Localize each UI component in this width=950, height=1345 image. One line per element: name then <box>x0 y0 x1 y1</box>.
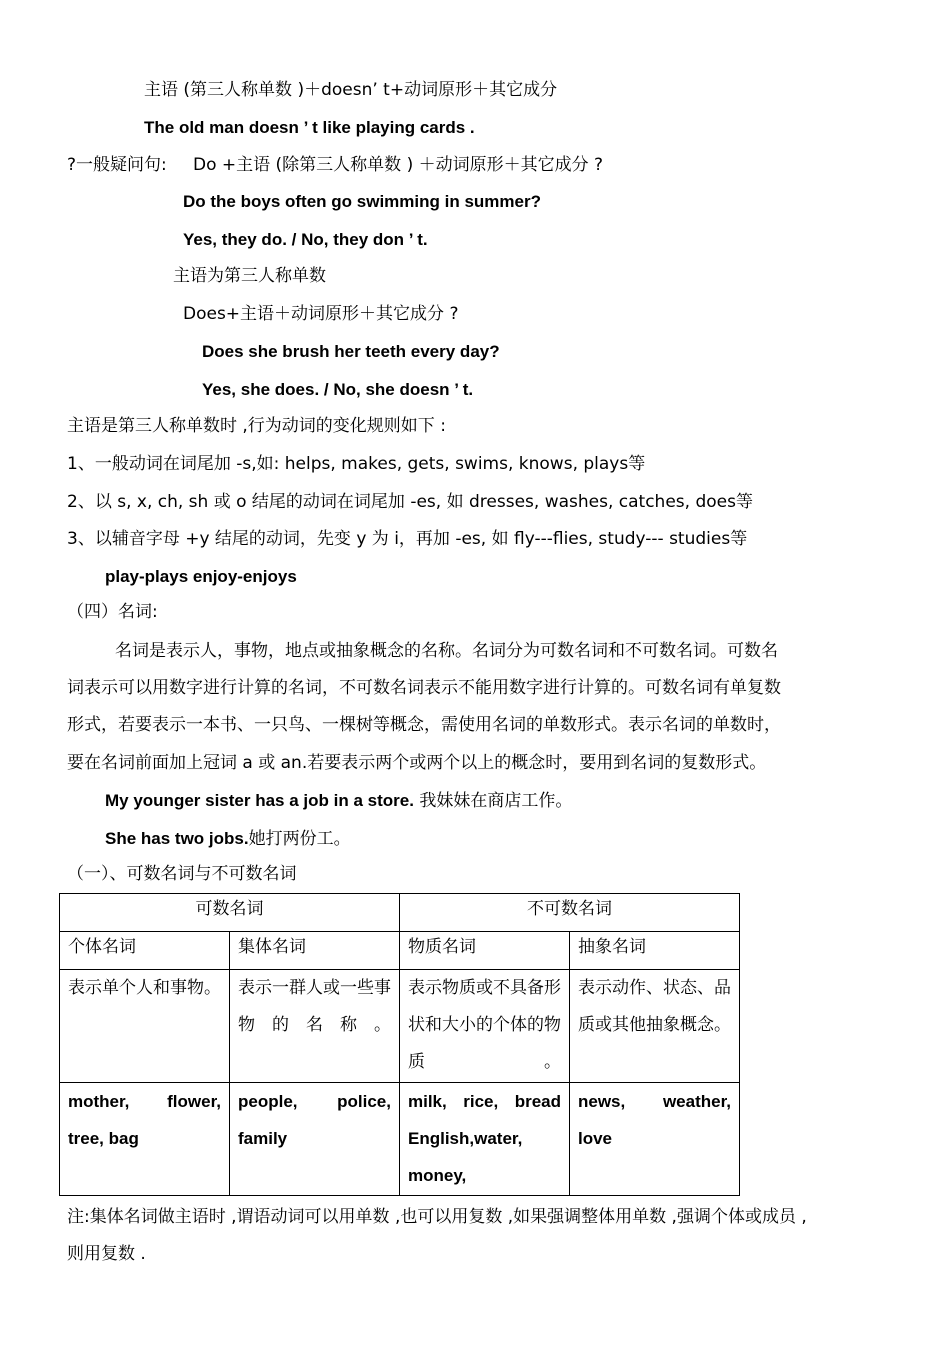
desc-collective: 表示一群人或一些事物的名称。 <box>230 970 400 1083</box>
examples-material-line-2: English,water, <box>408 1129 523 1148</box>
examples-individual-line-2: tree, bag <box>68 1129 139 1148</box>
noun-paragraph-line-4: 要在名词前面加上冠词 a 或 an.若要表示两个或两个以上的概念时，要用到名词的复数形式。 <box>67 753 767 773</box>
subheader-collective: 集体名词 <box>230 932 400 970</box>
example-jobs-en: She has two jobs. <box>105 829 249 848</box>
noun-types-table <box>59 893 740 1196</box>
do-question-rule: Do +主语 (除第三人称单数 ) ＋动词原形＋其它成分 ? <box>193 155 604 175</box>
examples-collective-line-2: family <box>238 1129 288 1148</box>
section-nouns-heading: （四）名词: <box>67 602 158 622</box>
example-sister-en: My younger sister has a job in a store. <box>105 791 414 810</box>
example-jobs-cn: 她打两份工。 <box>248 829 351 849</box>
third-person-heading: 主语为第三人称单数 <box>173 266 326 286</box>
desc-abstract: 表示动作、状态、品质或其他抽象概念。 <box>570 970 740 1083</box>
example-boys-answer: Yes, they do. / No, they don ’ t. <box>183 230 428 249</box>
table-header-row <box>60 894 740 932</box>
table-description-row <box>60 970 740 1083</box>
subheader-material: 物质名词 <box>400 932 570 970</box>
example-boys-question: Do the boys often go swimming in summer? <box>183 192 541 211</box>
header-countable: 可数名词 <box>60 894 400 932</box>
noun-paragraph-line-2: 词表示可以用数字进行计算的名词，不可数名词表示不能用数字进行计算的。可数名词有单复数 <box>67 678 781 698</box>
example-she-answer: Yes, she does. / No, she doesn ’ t. <box>202 380 474 399</box>
verb-change-heading: 主语是第三人称单数时 ,行为动词的变化规则如下 : <box>67 416 446 436</box>
rule-3: 3、以辅音字母 +y 结尾的动词，先变 y 为 i，再加 -es, 如 fly---flies, study--- studies等 <box>67 529 748 549</box>
subheader-individual: 个体名词 <box>60 932 230 970</box>
examples-individual <box>60 1083 230 1196</box>
example-she-question: Does she brush her teeth every day? <box>202 342 500 361</box>
question-heading: ?一般疑问句: <box>67 155 167 175</box>
example-sister-cn: 我妹妹在商店工作。 <box>419 791 573 811</box>
examples-material-line-3: money, <box>408 1166 467 1185</box>
rule-3-exceptions: play-plays enjoy-enjoys <box>105 567 297 586</box>
subject-doesnt-rule: 主语 (第三人称单数 )＋doesn’ t+动词原形＋其它成分 <box>144 80 558 100</box>
noun-paragraph-line-3: 形式，若要表示一本书、一只鸟、一棵树等概念，需使用名词的单数形式。表示名词的单数时， <box>67 715 781 735</box>
subsection-countable-heading: （一）、可数名词与不可数名词 <box>67 864 297 884</box>
does-question-rule: Does+主语＋动词原形＋其它成分 ? <box>183 304 459 324</box>
examples-collective-line-1: people, police, <box>238 1092 391 1111</box>
examples-collective <box>230 1083 400 1196</box>
examples-material-line-1: milk, rice, bread <box>408 1092 561 1111</box>
examples-abstract-line-1: news, weather, <box>578 1092 731 1111</box>
header-uncountable: 不可数名词 <box>400 894 740 932</box>
note-line-1: 注:集体名词做主语时 ,谓语动词可以用单数 ,也可以用复数 ,如果强调整体用单数 ,强调个体或成员 , <box>67 1207 807 1227</box>
examples-abstract-line-2: love <box>578 1129 613 1148</box>
example-sister <box>105 791 572 811</box>
examples-individual-line-1: mother, flower, <box>68 1092 221 1111</box>
example-jobs <box>105 829 351 849</box>
rule-2: 2、以 s, x, ch, sh 或 o 结尾的动词在词尾加 -es, 如 dresses, washes, catches, does等 <box>67 492 753 512</box>
rule-1: 1、一般动词在词尾加 -s,如: helps, makes, gets, swims, knows, plays等 <box>67 454 646 474</box>
noun-paragraph-line-1: 名词是表示人，事物，地点或抽象概念的名称。名词分为可数名词和不可数名词。可数名 <box>115 641 778 661</box>
note-line-2: 则用复数 . <box>67 1244 146 1264</box>
examples-abstract <box>570 1083 740 1196</box>
desc-material: 表示物质或不具备形状和大小的个体的物质。 <box>400 970 570 1083</box>
table-example-row <box>60 1083 740 1196</box>
example-old-man: The old man doesn ’ t like playing cards . <box>144 118 475 137</box>
examples-material <box>400 1083 570 1196</box>
subheader-abstract: 抽象名词 <box>570 932 740 970</box>
desc-individual: 表示单个人和事物。 <box>60 970 230 1083</box>
table-subheader-row <box>60 932 740 970</box>
